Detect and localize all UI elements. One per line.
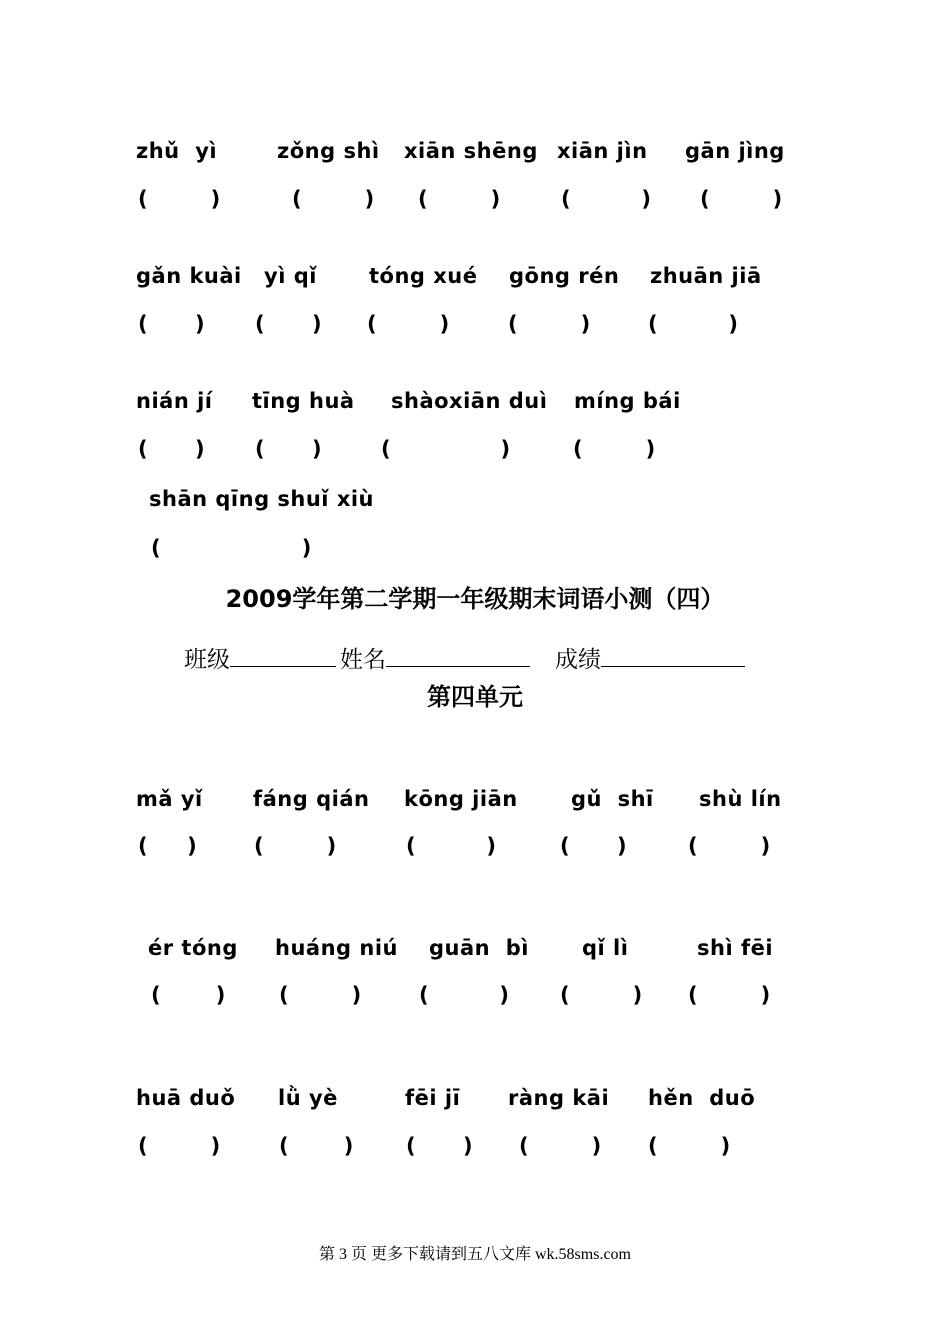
answer-row — [0, 311, 950, 351]
pinyin-word: huā duǒ — [136, 1086, 236, 1110]
answer-blank: ( ) — [560, 983, 643, 1007]
answer-blank: ( ) — [151, 536, 312, 560]
pinyin-word: tóng xué — [369, 264, 478, 288]
pinyin-word: fáng qián — [253, 787, 370, 811]
pinyin-word: gōng rén — [509, 264, 620, 288]
answer-blank: ( ) — [255, 312, 323, 336]
pinyin-word: ér tóng — [148, 936, 238, 960]
answer-blank: ( ) — [419, 983, 510, 1007]
pinyin-word: huáng niú — [275, 936, 398, 960]
answer-blank: ( ) — [688, 834, 771, 858]
answer-blank: ( ) — [508, 312, 591, 336]
answer-blank: ( ) — [367, 312, 450, 336]
answer-blank: ( ) — [255, 437, 323, 461]
pinyin-row — [0, 786, 950, 826]
answer-row — [0, 982, 950, 1022]
answer-blank: ( ) — [151, 983, 226, 1007]
pinyin-word: shàoxiān duì — [391, 389, 548, 413]
pinyin-word: xiān jìn — [557, 139, 648, 163]
pinyin-word: zhǔ yì — [136, 139, 218, 163]
pinyin-word: gān jìng — [685, 139, 785, 163]
answer-blank: ( ) — [519, 1134, 602, 1158]
answer-blank: ( ) — [560, 834, 628, 858]
pinyin-word: yì qǐ — [264, 264, 317, 288]
answer-blank: ( ) — [138, 834, 198, 858]
page-footer: 第 3 页 更多下载请到五八文库 wk.58sms.com — [318, 1246, 631, 1263]
pinyin-word: xiān shēng — [404, 139, 538, 163]
pinyin-word: kōng jiān — [404, 787, 518, 811]
answer-row — [0, 1133, 950, 1173]
pinyin-row — [0, 935, 950, 975]
answer-blank: ( ) — [292, 187, 375, 211]
pinyin-row — [0, 486, 950, 526]
class-blank-line — [230, 644, 336, 667]
answer-row — [0, 535, 950, 575]
answer-blank: ( ) — [561, 187, 652, 211]
pinyin-word: guān bì — [429, 936, 529, 960]
pinyin-word: fēi jī — [405, 1086, 461, 1110]
answer-blank: ( ) — [254, 834, 337, 858]
score-label: 成绩 — [555, 647, 601, 673]
pinyin-word: zhuān jiā — [650, 264, 762, 288]
pinyin-word: tīng huà — [252, 389, 355, 413]
score-field — [555, 644, 745, 675]
answer-blank: ( ) — [648, 1134, 731, 1158]
pinyin-word: ràng kāi — [508, 1086, 610, 1110]
pinyin-word: nián jí — [136, 389, 213, 413]
answer-blank: ( ) — [138, 312, 206, 336]
pinyin-word: míng bái — [574, 389, 681, 413]
pinyin-word: shì fēi — [697, 936, 774, 960]
answer-blank: ( ) — [279, 983, 362, 1007]
answer-blank: ( ) — [381, 437, 511, 461]
pinyin-row — [0, 388, 950, 428]
answer-blank: ( ) — [406, 834, 497, 858]
pinyin-word: gǎn kuài — [136, 264, 242, 288]
pinyin-word: shù lín — [699, 787, 782, 811]
pinyin-word: gǔ shī — [571, 787, 654, 811]
class-field — [184, 644, 336, 675]
name-label: 姓名 — [340, 647, 386, 673]
answer-blank: ( ) — [573, 437, 656, 461]
answer-blank: ( ) — [138, 437, 206, 461]
pinyin-row — [0, 263, 950, 303]
page-title: 2009学年第二学期一年级期末词语小测（四） — [225, 585, 725, 613]
answer-row — [0, 833, 950, 873]
pinyin-word: qǐ lì — [582, 936, 629, 960]
answer-blank: ( ) — [418, 187, 501, 211]
name-field — [340, 644, 530, 675]
pinyin-word: hěn duō — [648, 1086, 756, 1110]
pinyin-word: mǎ yǐ — [136, 787, 203, 811]
answer-blank: ( ) — [648, 312, 739, 336]
answer-blank: ( ) — [406, 1134, 474, 1158]
answer-blank: ( ) — [700, 187, 783, 211]
pinyin-word: shān qīng shuǐ xiù — [149, 487, 375, 511]
answer-row — [0, 186, 950, 226]
pinyin-word: lǜ yè — [278, 1086, 338, 1110]
name-blank-line — [386, 644, 530, 667]
class-label: 班级 — [184, 647, 230, 673]
answer-blank: ( ) — [138, 1134, 221, 1158]
answer-blank: ( ) — [279, 1134, 354, 1158]
answer-blank: ( ) — [138, 187, 221, 211]
answer-row — [0, 436, 950, 476]
pinyin-word: zǒng shì — [277, 139, 380, 163]
unit-title: 第四单元 — [427, 683, 523, 711]
pinyin-row — [0, 138, 950, 178]
answer-blank: ( ) — [688, 983, 771, 1007]
pinyin-row — [0, 1085, 950, 1125]
score-blank-line — [601, 644, 745, 667]
